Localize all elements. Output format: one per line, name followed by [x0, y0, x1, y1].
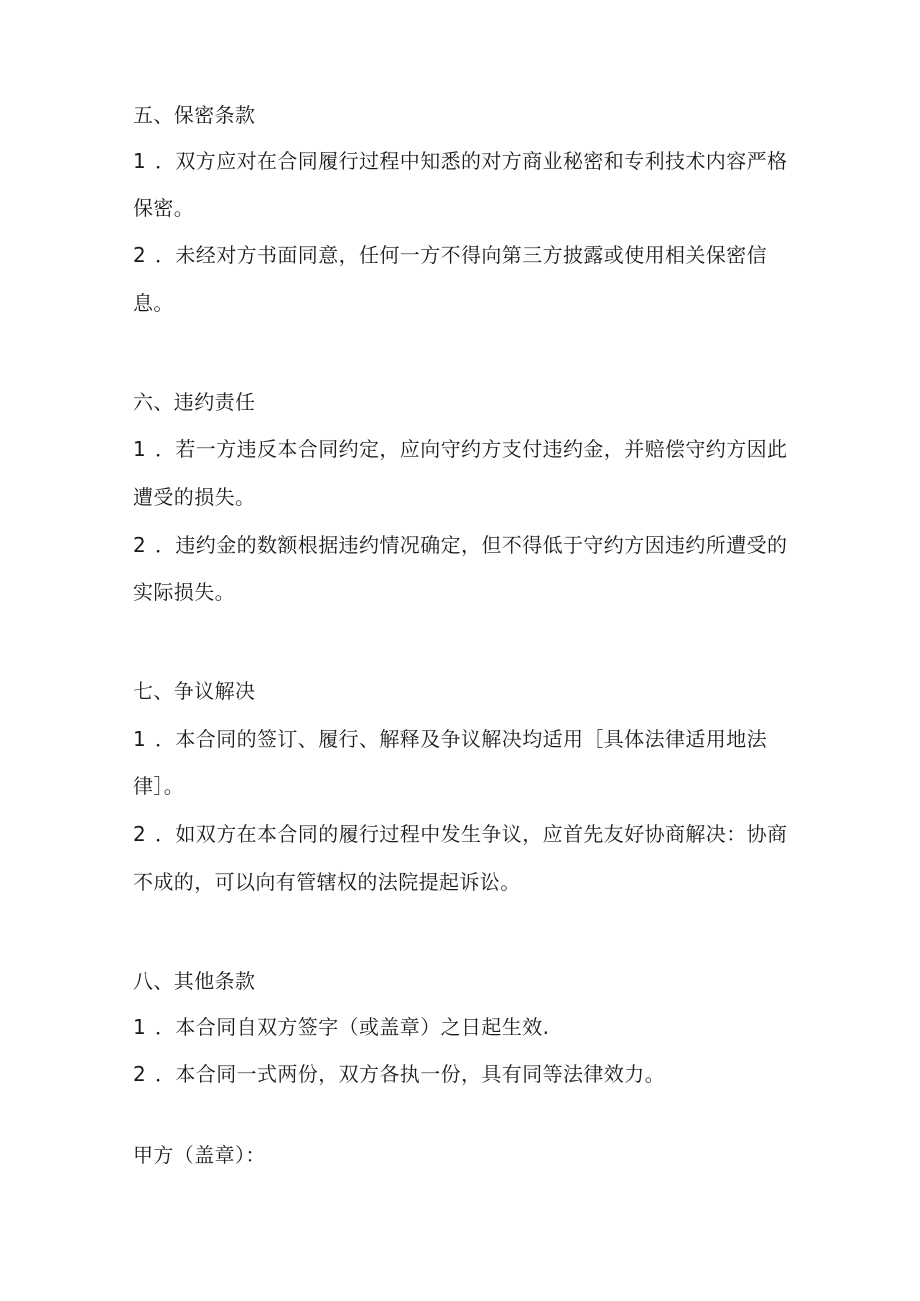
clause-line: [133, 149, 793, 173]
clause-number: 1: [133, 1015, 147, 1039]
clause-text: ．双方应对在合同履行过程中知悉的对方商业秘密和专利技术内容严格: [155, 149, 788, 173]
clause-number: 1: [133, 437, 147, 461]
clause-line: [133, 1015, 793, 1039]
clause-number: 1: [133, 149, 147, 173]
clause-text: ．本合同自双方签字（或盖章）之日起生效.: [155, 1015, 550, 1039]
clause-text: ．如双方在本合同的履行过程中发生争议，应首先友好协商解决：协商: [155, 822, 788, 846]
section-heading: 六、违约责任: [133, 390, 256, 414]
clause-line: [133, 243, 793, 267]
section-heading: 八、其他条款: [133, 969, 256, 993]
clause-continuation: 实际损失。: [133, 580, 235, 604]
signature-label-party-a: 甲方（盖章）：: [133, 1143, 266, 1167]
clause-text: ．违约金的数额根据违约情况确定，但不得低于守约方因违约所遭受的: [155, 533, 788, 557]
clause-continuation: 律］。: [133, 774, 185, 798]
clause-number: 2: [133, 533, 147, 557]
clause-continuation: 保密。: [133, 196, 195, 220]
clause-line: [133, 822, 793, 846]
clause-continuation: 息。: [133, 291, 174, 315]
clause-continuation: 遭受的损失。: [133, 485, 256, 509]
clause-text: ．若一方违反本合同约定，应向守约方支付违约金，并赔偿守约方因此: [155, 437, 788, 461]
section-heading: 七、争议解决: [133, 679, 256, 703]
clause-line: [133, 437, 793, 461]
clause-number: 1: [133, 727, 147, 751]
clause-text: ．未经对方书面同意，任何一方不得向第三方披露或使用相关保密信: [155, 243, 767, 267]
clause-number: 2: [133, 1062, 147, 1086]
clause-text: ．本合同的签订、履行、解释及争议解决均适用［具体法律适用地法: [155, 727, 767, 751]
section-heading: 五、保密条款: [133, 103, 256, 127]
clause-number: 2: [133, 243, 147, 267]
clause-text: ．本合同一式两份，双方各执一份，具有同等法律效力。: [155, 1062, 665, 1086]
clause-line: [133, 727, 793, 751]
clause-number: 2: [133, 822, 147, 846]
clause-continuation: 不成的，可以向有管辖权的法院提起诉讼。: [133, 870, 521, 894]
clause-line: [133, 1062, 793, 1086]
clause-line: [133, 533, 793, 557]
